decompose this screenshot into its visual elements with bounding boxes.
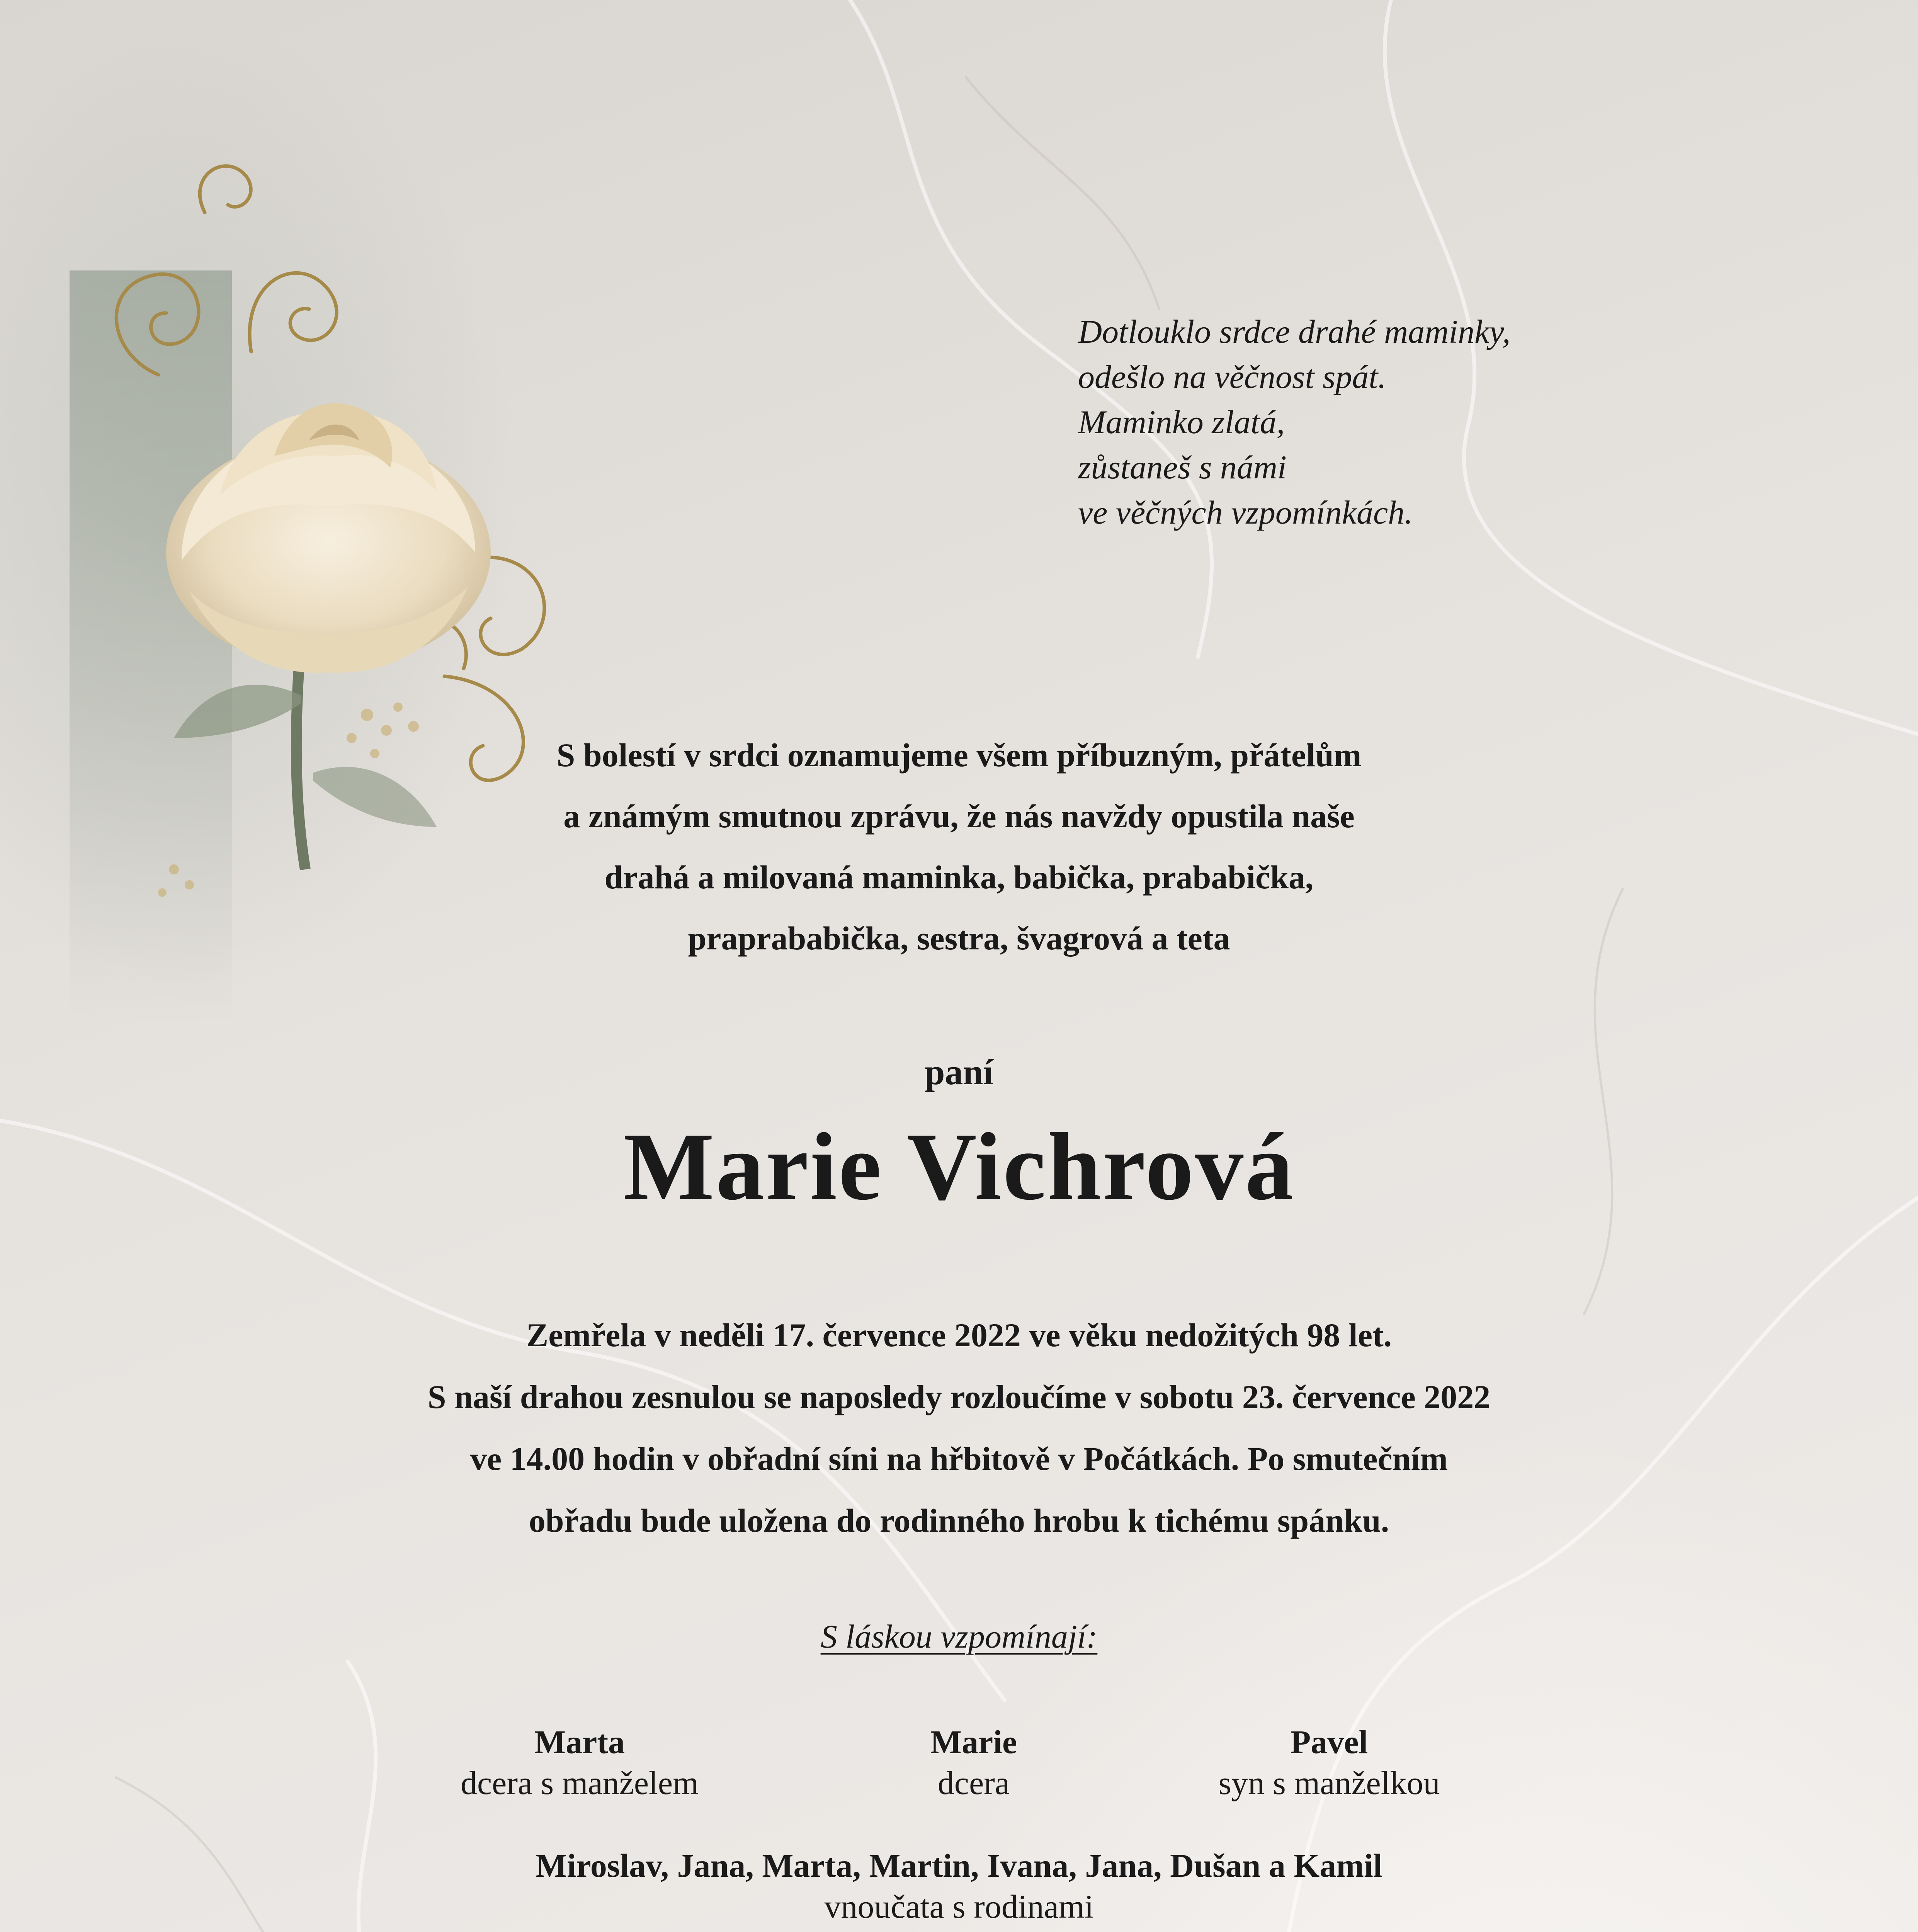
grandchildren-group (0, 1845, 1918, 1927)
mourner-son-pavel (1117, 1721, 1542, 1803)
poem-line: zůstaneš s námi (1078, 449, 1287, 486)
mourners-heading-text: S láskou vzpomínají: (820, 1618, 1098, 1655)
names-line: Miroslav, Jana, Marta, Martin, Ivana, Jana, Dušan a Kamil (536, 1847, 1382, 1884)
details-line: ve 14.00 hodin v obřadní síni na hřbitově v Počátkách. Po smutečním (470, 1440, 1448, 1477)
details-line: Zemřela v neděli 17. července 2022 ve věku nedožitých 98 let. (526, 1316, 1392, 1354)
details-line: obřadu bude uložena do rodinného hrobu k tichému spánku. (529, 1502, 1389, 1539)
mourner-name: Pavel (1290, 1723, 1368, 1760)
intro-line: drahá a milovaná maminka, babička, prababička, (604, 859, 1314, 896)
mourner-relation: dcera (937, 1764, 1010, 1801)
mourner-daughter-marta (367, 1721, 792, 1803)
memorial-poem (1078, 309, 1735, 535)
deceased-name: Marie Vichrová (623, 1113, 1295, 1220)
intro-line: a známým smutnou zprávu, že nás navždy opustila naše (563, 798, 1355, 835)
deceased-title: paní (925, 1052, 993, 1092)
poem-line: ve věčných vzpomínkách. (1078, 494, 1413, 531)
mourner-name: Marta (534, 1723, 625, 1760)
mourner-relation: dcera s manželem (461, 1764, 699, 1801)
poem-line: Maminko zlatá, (1078, 403, 1285, 440)
poem-line: odešlo na věčnost spát. (1078, 358, 1386, 395)
mourner-name: Marie (930, 1723, 1017, 1760)
announcement-intro (0, 724, 1918, 969)
grandchildren-relation: vnoučata s rodinami (824, 1888, 1094, 1925)
intro-line: S bolestí v srdci oznamujeme všem příbuzným, přátelům (556, 736, 1362, 774)
poem-line: Dotlouklo srdce drahé maminky, (1078, 313, 1511, 350)
grandchildren-names (0, 1845, 1918, 1886)
funeral-details (0, 1304, 1918, 1551)
mourner-relation: syn s manželkou (1218, 1764, 1440, 1801)
details-line: S naší drahou zesnulou se naposledy rozloučíme v sobotu 23. července 2022 (427, 1378, 1491, 1415)
intro-line: praprababička, sestra, švagrová a teta (688, 920, 1230, 957)
mourners-heading (0, 1615, 1918, 1658)
mourners-primary (0, 1721, 1918, 1822)
